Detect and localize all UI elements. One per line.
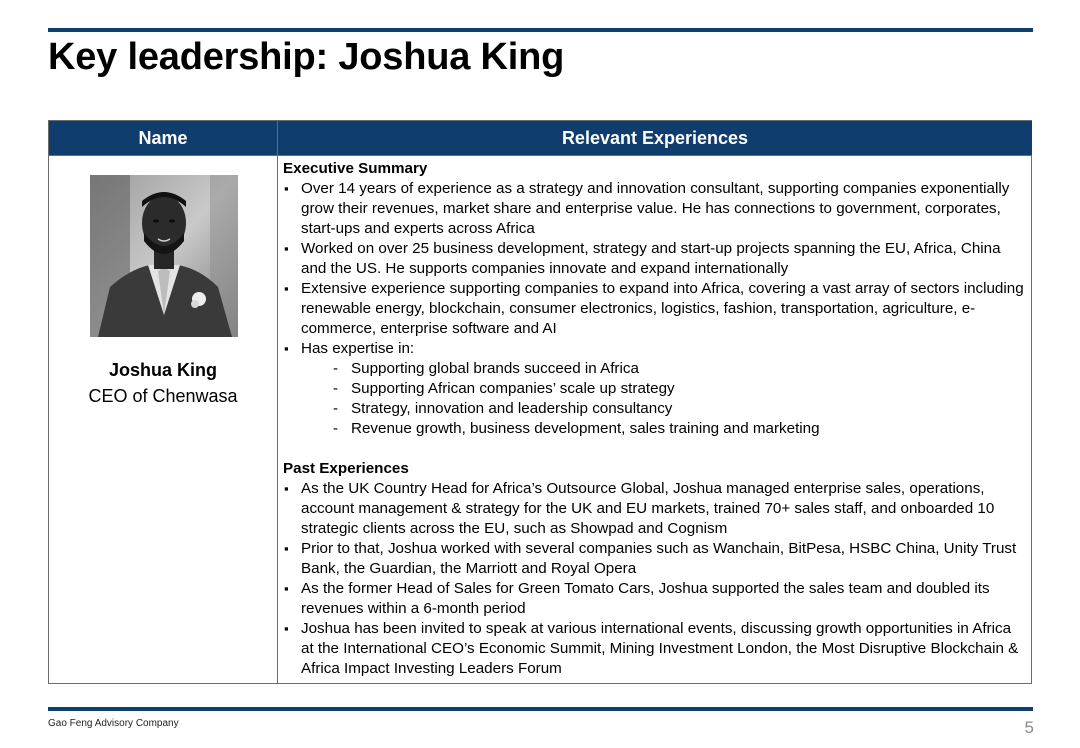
bullet-item: ▪ Extensive experience supporting companies to expand into Africa, covering a vast array of sectors including renewable energy, blockchain, consumer electronics, logistics, fashion, transportation, agriculture, e-commerce, enterprise software and AI bbox=[283, 279, 1027, 339]
bullet-item: ▪ Over 14 years of experience as a strategy and innovation consultant, supporting companies exponentially grow their revenues, market share and enterprise value. He has connections to government, corporates, start-ups and experts across Africa bbox=[283, 179, 1027, 239]
bullet-item: ▪ Joshua has been invited to speak at various international events, discussing growth opportunities in Africa at the International CEO’s Economic Summit, Mining Investment London, the Most Disruptive Blockchain & Africa Impact Investing Leaders Forum bbox=[283, 619, 1027, 679]
section-heading-executive-summary: Executive Summary bbox=[283, 160, 428, 177]
expertise-item: - Strategy, innovation and leadership consultancy bbox=[283, 399, 1027, 419]
bullet-item: ▪ Prior to that, Joshua worked with several companies such as Wanchain, BitPesa, HSBC China, Unity Trust Bank, the Guardian, the Marriott and Royal Opera bbox=[283, 539, 1027, 579]
person-role: CEO of Chenwasa bbox=[88, 386, 238, 406]
page-title: Key leadership: Joshua King bbox=[48, 36, 565, 78]
section-heading-past-experiences: Past Experiences bbox=[283, 460, 409, 477]
expertise-item: - Supporting African companies’ scale up strategy bbox=[283, 379, 1027, 399]
expertise-item: - Supporting global brands succeed in Africa bbox=[283, 359, 1027, 379]
expertise-item: - Revenue growth, business development, sales training and marketing bbox=[283, 419, 1027, 439]
portrait-photo bbox=[90, 175, 238, 337]
column-divider bbox=[277, 121, 278, 683]
leadership-table bbox=[48, 120, 1032, 684]
bullet-item: ▪ Has expertise in: bbox=[283, 339, 1027, 359]
footer-company: Gao Feng Advisory Company bbox=[48, 718, 179, 729]
bullet-item: ▪ As the former Head of Sales for Green Tomato Cars, Joshua supported the sales team and doubled its revenues within a 6-month period bbox=[283, 579, 1027, 619]
section-gap bbox=[283, 439, 1027, 459]
experiences-content bbox=[283, 159, 1027, 679]
header-relevant-experiences: Relevant Experiences bbox=[278, 121, 1032, 155]
person-name: Joshua King bbox=[108, 360, 217, 380]
page-number: 5 bbox=[1024, 718, 1034, 737]
header-bottom-border bbox=[49, 155, 1031, 156]
header-name: Name bbox=[49, 121, 277, 155]
top-rule bbox=[48, 28, 1033, 32]
bullet-item: ▪ As the UK Country Head for Africa’s Outsource Global, Joshua managed enterprise sales, operations, account management & strategy for the UK and EU markets, trained 70+ sales staff, and onboarded 10 strategic clients across the EU, such as Showpad and Cognism bbox=[283, 479, 1027, 539]
bullet-item: ▪ Worked on over 25 business development, strategy and start-up projects spanning the EU, Africa, China and the US. He supports companies innovate and expand internationally bbox=[283, 239, 1027, 279]
bottom-rule bbox=[48, 707, 1033, 711]
